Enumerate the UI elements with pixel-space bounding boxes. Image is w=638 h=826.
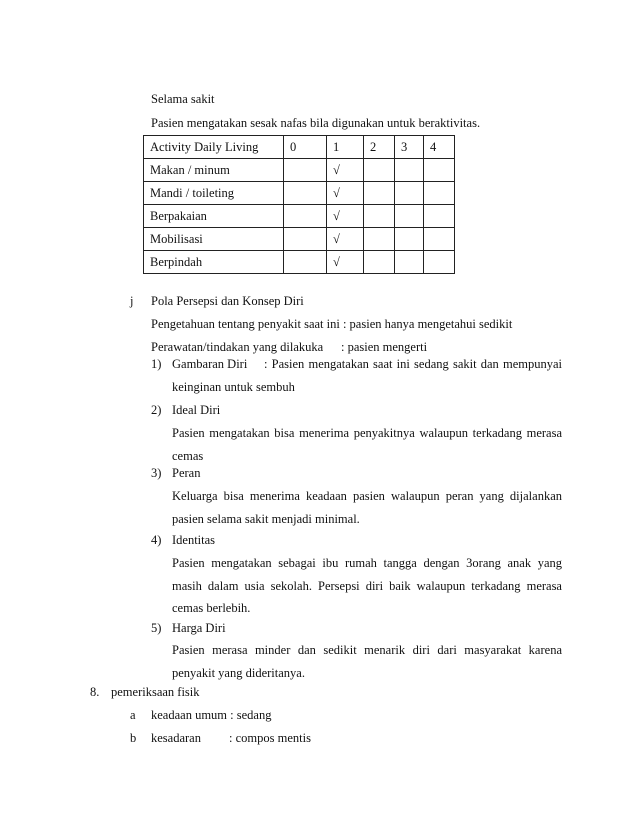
list-item-title: Gambaran Diri [172,357,248,371]
intro-line-2: Pasien mengatakan sesak nafas bila digunakan untuk beraktivitas. [151,116,481,130]
table-cell-mark: √ [327,228,364,251]
table-cell-mark [364,251,395,274]
section-j-marker: j [130,294,134,308]
list-item-text: masih dalam usia sekolah. Persepsi diri baik walaupun terkadang merasa [172,579,562,593]
table-cell-activity: Makan / minum [144,159,284,182]
list-item-inline-text: : Pasien mengatakan saat ini sedang sakit dan mempunyai [264,357,562,371]
list-item-title: Peran [172,466,201,480]
table-cell-mark: √ [327,159,364,182]
table-cell-mark [364,228,395,251]
list-item-number: 4) [151,533,162,547]
table-header-row [144,136,455,159]
list-item-number: 5) [151,621,162,635]
list-item-number: 1) [151,357,162,371]
table-cell-mark [424,182,455,205]
list-item-text: Pasien merasa minder dan sedikit menarik diri dari masyarakat karena [172,643,562,657]
list-item-text: penyakit yang dideritanya. [172,666,305,680]
table-header-cell: 1 [327,136,364,159]
table-cell-mark [395,182,424,205]
list-item-text: pasien selama sakit menjadi minimal. [172,512,360,526]
section-8-item-marker: b [130,731,137,745]
table-cell-activity: Berpakaian [144,205,284,228]
section-8-number: 8. [90,685,100,699]
table-cell-mark: √ [327,205,364,228]
list-item-title: Harga Diri [172,621,226,635]
table-cell-activity: Berpindah [144,251,284,274]
table-cell-mark [424,205,455,228]
table-cell-mark [284,205,327,228]
list-item-text: cemas berlebih. [172,601,251,615]
table-cell-mark [395,251,424,274]
section-8-item-label: kesadaran [151,731,201,745]
table-row [144,251,455,274]
table-cell-mark [284,159,327,182]
list-item-text: Pasien mengatakan sebagai ibu rumah tangga dengan 3orang anak yang [172,556,562,570]
list-item-title: Identitas [172,533,216,547]
table-header-cell: 3 [395,136,424,159]
table-cell-mark: √ [327,251,364,274]
list-item-title: Ideal Diri [172,403,221,417]
table-header-cell: Activity Daily Living [144,136,284,159]
table-cell-activity: Mandi / toileting [144,182,284,205]
table-header-cell: 2 [364,136,395,159]
list-item-text: Keluarga bisa menerima keadaan pasien walaupun peran yang dijalankan [172,489,562,503]
list-item-text: Pasien mengatakan bisa menerima penyakitnya walaupun terkadang merasa [172,426,562,440]
section-8-item-marker: a [130,708,136,722]
list-item-number: 2) [151,403,162,417]
section-j-title: Pola Persepsi dan Konsep Diri [151,294,304,308]
table-cell-mark [364,159,395,182]
section-8-title: pemeriksaan fisik [111,685,200,699]
table-row [144,205,455,228]
table-header-cell: 0 [284,136,327,159]
section-j-care-label: Perawatan/tindakan yang dilakuka [151,340,324,354]
table-cell-mark [364,205,395,228]
intro-line-1: Selama sakit [151,92,215,106]
table-cell-mark [284,251,327,274]
table-header-cell: 4 [424,136,455,159]
table-cell-mark [284,228,327,251]
section-j-knowledge: Pengetahuan tentang penyakit saat ini : pasien hanya mengetahui sedikit [151,317,513,331]
table-row [144,159,455,182]
table-cell-mark [364,182,395,205]
list-item-text: cemas [172,449,204,463]
table-cell-activity: Mobilisasi [144,228,284,251]
table-cell-mark [284,182,327,205]
section-8-item-value: : compos mentis [229,731,311,745]
table-cell-mark [395,159,424,182]
table-cell-mark [424,159,455,182]
table-cell-mark [424,228,455,251]
list-item-text: keinginan untuk sembuh [172,380,295,394]
section-j-care-value: : pasien mengerti [341,340,428,354]
table-row [144,182,455,205]
table-cell-mark [395,228,424,251]
table-row [144,228,455,251]
table-cell-mark: √ [327,182,364,205]
section-8-item-label: keadaan umum : sedang [151,708,272,722]
table-cell-mark [395,205,424,228]
list-item-number: 3) [151,466,162,480]
adl-table [143,135,455,274]
table-cell-mark [424,251,455,274]
